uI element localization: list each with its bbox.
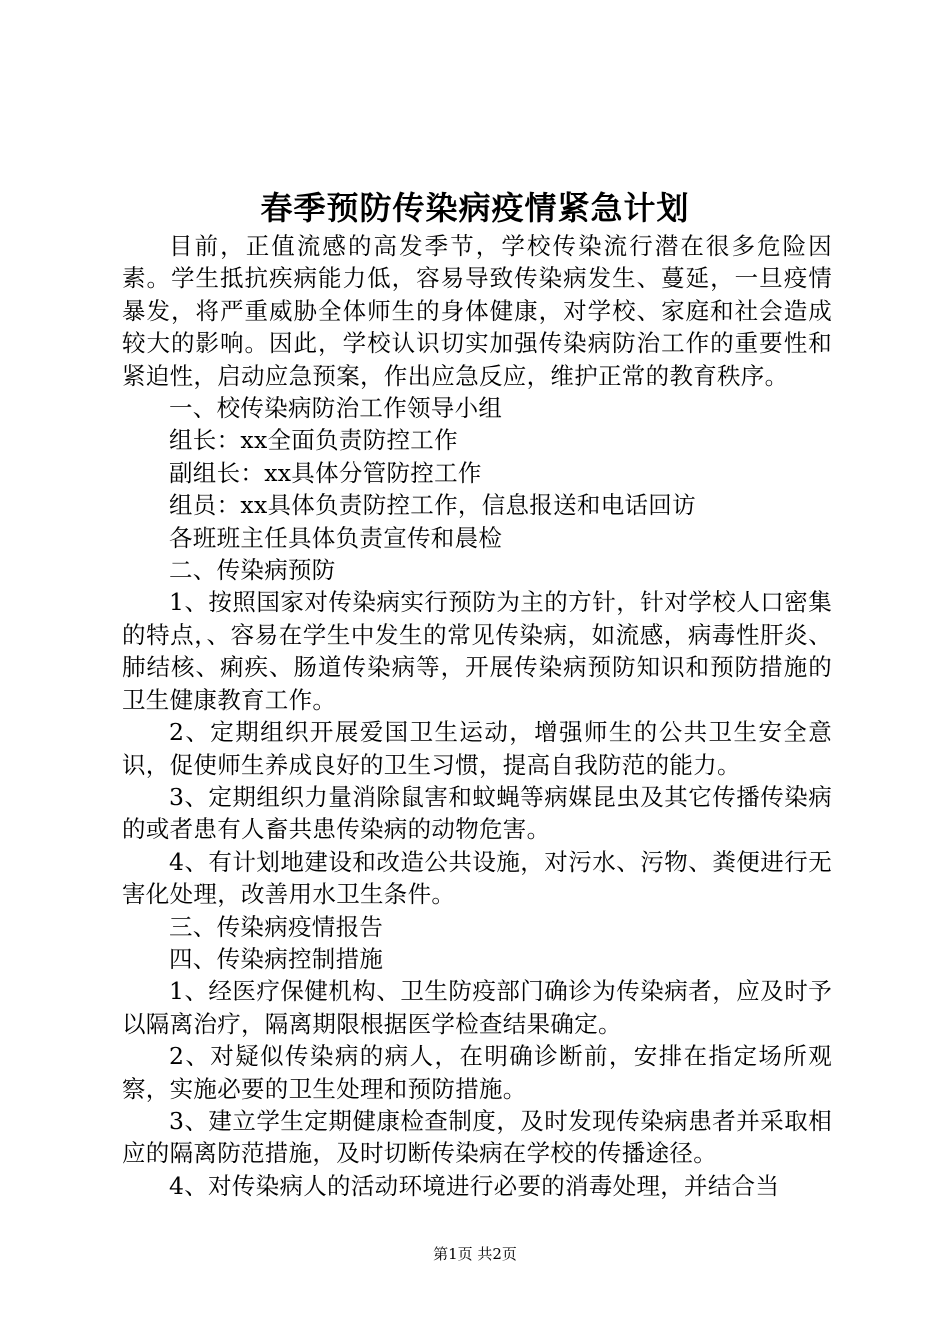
paragraph-control-4: 4、对传染病人的活动环境进行必要的消毒处理，并结合当 xyxy=(169,1171,780,1200)
heading-section-3: 三、传染病疫情报告 xyxy=(169,912,384,941)
document-body xyxy=(122,230,832,1202)
paragraph-intro: 目前，正值流感的高发季节，学校传染流行潜在很多危险因素。学生抵抗疾病能力低，容易导致传染病发生、蔓延，一旦疫情暴发，将严重威胁全体师生的身体健康，对学校、家庭和社会造成较大的影响。因此，学校认识切实加强传染病防治工作的重要性和紧迫性，启动应急预案，作出应急反应，维护正常的教育秩序。 xyxy=(122,232,832,390)
document-title: 春季预防传染病疫情紧急计划 xyxy=(260,189,690,227)
heading-section-1: 一、校传染病防治工作领导小组 xyxy=(169,394,503,423)
heading-section-2: 二、传染病预防 xyxy=(169,556,336,585)
paragraph-control-2: 2、对疑似传染病的病人，在明确诊断前，安排在指定场所观察，实施必要的卫生处理和预防措施。 xyxy=(122,1042,832,1103)
paragraph-leader: 组长：xx全面负责防控工作 xyxy=(169,426,458,455)
paragraph-prevention-4: 4、有计划地建设和改造公共设施，对污水、污物、粪便进行无害化处理，改善用水卫生条件。 xyxy=(122,847,832,909)
paragraph-prevention-3: 3、定期组织力量消除鼠害和蚊蝇等病媒昆虫及其它传播传染病的或者患有人畜共患传染病的动物危害。 xyxy=(122,782,832,844)
paragraph-control-1: 1、经医疗保健机构、卫生防疫部门确诊为传染病者，应及时予以隔离治疗，隔离期限根据医学检查结果确定。 xyxy=(122,977,832,1038)
heading-section-4: 四、传染病控制措施 xyxy=(169,944,384,973)
paragraph-class-teachers: 各班班主任具体负责宣传和晨检 xyxy=(169,523,503,552)
paragraph-control-3: 3、建立学生定期健康检查制度，及时发现传染病患者并采取相应的隔离防范措施，及时切断传染病在学校的传播途径。 xyxy=(122,1106,832,1168)
paragraph-prevention-2: 2、定期组织开展爱国卫生运动，增强师生的公共卫生安全意识，促使师生养成良好的卫生习惯，提高自我防范的能力。 xyxy=(122,718,832,779)
paragraph-members: 组员：xx具体负责防控工作，信息报送和电话回访 xyxy=(169,491,696,520)
paragraph-deputy-leader: 副组长：xx具体分管防控工作 xyxy=(169,458,482,487)
page-footer: 第1页 共2页 xyxy=(433,1245,517,1263)
paragraph-prevention-1: 1、按照国家对传染病实行预防为主的方针，针对学校人口密集的特点，、容易在学生中发生的常见传染病，如流感，病毒性肝炎、肺结核、痢疾、肠道传染病等，开展传染病预防知识和预防措施的卫生健康教育工作。 xyxy=(122,588,832,714)
